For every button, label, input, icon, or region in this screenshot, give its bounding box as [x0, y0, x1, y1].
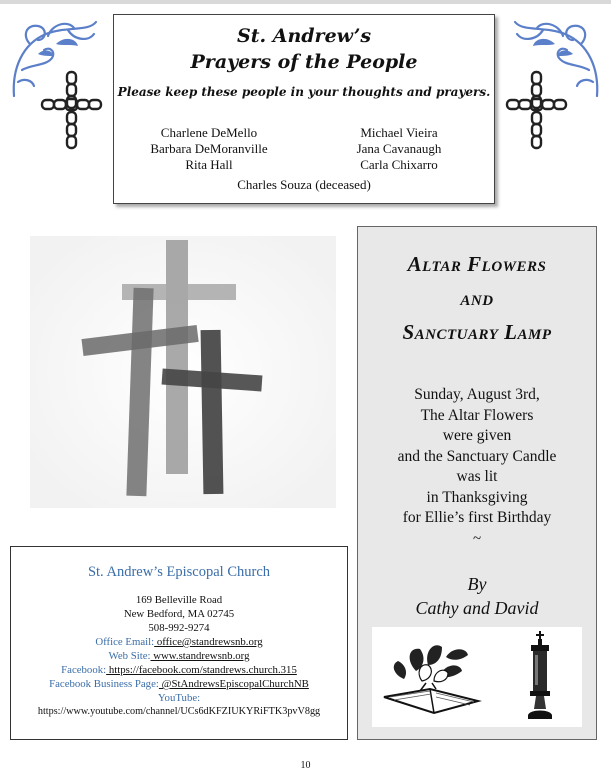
- prayer-name: Charles Souza (deceased): [237, 177, 371, 192]
- church-address-line2: New Bedford, MA 02745: [123, 608, 235, 620]
- altar-title: [358, 247, 596, 349]
- altar-title-line1: Altar Flowers: [407, 252, 547, 276]
- prayer-name: Jana Cavanaugh: [356, 141, 442, 156]
- prayer-name: Barbara DeMoranville: [150, 141, 268, 156]
- altar-by-line2: Cathy and David: [415, 597, 539, 618]
- altar-body: [358, 385, 596, 529]
- facebook-label: Facebook:: [61, 664, 107, 676]
- flowers-bible-icon: [376, 631, 486, 723]
- email-link[interactable]: office@standrewsnb.org: [154, 636, 263, 648]
- youtube-label: YouTube:: [157, 692, 201, 704]
- altar-tilde: ~: [472, 530, 482, 547]
- page-number: 10: [300, 760, 311, 771]
- altar-body-line: was lit: [456, 468, 498, 485]
- three-crosses-image: [30, 236, 336, 508]
- church-phone: 508-992-9274: [148, 622, 210, 634]
- altar-by: [358, 572, 596, 620]
- altar-body-line: for Ellie’s first Birthday: [402, 509, 552, 526]
- church-facebook-row: [11, 663, 347, 677]
- fb-business-label: Facebook Business Page:: [49, 678, 159, 690]
- left-chain-cross-icon: [40, 70, 104, 152]
- prayer-name: Michael Vieira: [360, 125, 438, 140]
- website-label: Web Site:: [108, 650, 151, 662]
- prayers-subtitle: Please keep these people in your thoughts and prayers.: [117, 85, 491, 99]
- prayers-title: [114, 23, 494, 75]
- church-website-row: [11, 649, 347, 663]
- prayers-title-line2: Prayers of the People: [190, 51, 418, 73]
- youtube-link[interactable]: https://www.youtube.com/channel/UCs6dKFZIUKYRiFTK3pvV8gg: [37, 706, 321, 717]
- prayers-title-line1: St. Andrew’s: [236, 25, 372, 47]
- altar-title-line2: and: [460, 286, 494, 310]
- altar-body-line: The Altar Flowers: [420, 406, 534, 424]
- altar-by-line1: By: [467, 573, 487, 594]
- prayer-name: Carla Chixarro: [360, 157, 438, 172]
- church-fb-business-row: [11, 677, 347, 691]
- prayer-name: Charlene DeMello: [160, 125, 258, 140]
- fb-business-link[interactable]: @StAndrewsEpiscopalChurchNB: [158, 678, 309, 690]
- altar-pictures: [372, 627, 582, 727]
- church-email-row: [11, 635, 347, 649]
- facebook-link[interactable]: https://facebook.com/standrews.church.315: [106, 664, 297, 676]
- church-address-line1: 169 Belleville Road: [135, 594, 223, 606]
- sanctuary-lamp-icon: [520, 629, 560, 725]
- altar-body-line: in Thanksgiving: [426, 488, 528, 506]
- altar-body-line: Sunday, August 3rd,: [414, 386, 540, 403]
- email-label: Office Email:: [95, 636, 155, 648]
- altar-body-line: and the Sanctuary Candle: [397, 447, 557, 465]
- top-border: [0, 0, 611, 4]
- prayers-box: [113, 14, 495, 204]
- prayer-names-left: [114, 125, 304, 173]
- altar-body-line: were given: [442, 427, 512, 444]
- prayer-name: Rita Hall: [185, 157, 233, 172]
- altar-flowers-box: [357, 226, 597, 740]
- church-name: St. Andrew’s Episcopal Church: [87, 564, 271, 580]
- church-info-box: [10, 546, 348, 740]
- prayer-names-right: [304, 125, 494, 173]
- right-chain-cross-icon: [505, 70, 569, 152]
- altar-title-line3: Sanctuary Lamp: [402, 320, 552, 344]
- website-link[interactable]: www.standrewsnb.org: [150, 650, 250, 662]
